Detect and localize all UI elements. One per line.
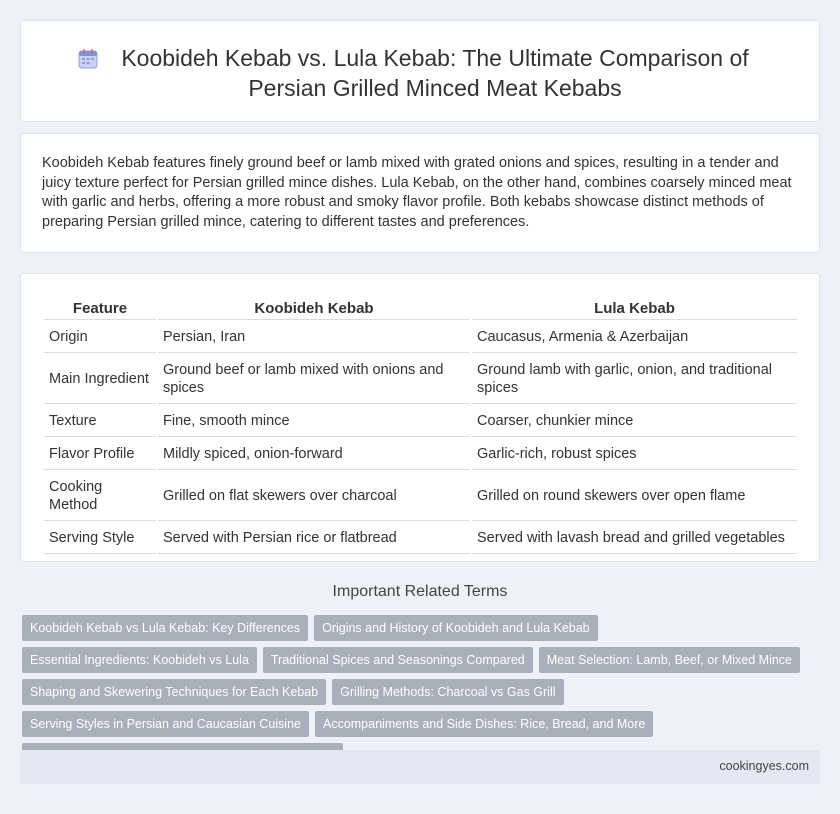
related-tag[interactable]: Meat Selection: Lamb, Beef, or Mixed Mince (539, 647, 800, 673)
intro-card (20, 133, 820, 253)
lula-cell: Grilled on round skewers over open flame (472, 472, 797, 521)
title-card (20, 20, 820, 122)
intro-paragraph: Koobideh Kebab features finely ground beef or lamb mixed with grated onions and spices, resulting in a tender and juicy texture perfect for Persian grilled mince dishes. Lula Kebab, on the other hand, combines coarsely minced meat with garlic and herbs, offering a more robust and smoky flavor profile. Both kebabs showcase distinct methods of preparing Persian grilled mince, catering to different tastes and preferences. (42, 155, 792, 230)
feature-cell: Origin (44, 322, 156, 353)
title-wrap (21, 43, 819, 103)
table-row (44, 523, 797, 554)
feature-cell: Cooking Method (44, 472, 156, 521)
related-tags (22, 615, 822, 769)
related-tag[interactable]: Origins and History of Koobideh and Lula Kebab (314, 615, 598, 641)
koobideh-cell: Grilled on flat skewers over charcoal (158, 472, 470, 521)
header-lula: Lula Kebab (472, 298, 797, 320)
header-koobideh: Koobideh Kebab (158, 298, 470, 320)
feature-cell: Flavor Profile (44, 439, 156, 470)
comparison-card (20, 273, 820, 562)
footer (20, 750, 820, 784)
related-tag[interactable]: Shaping and Skewering Techniques for Each Kebab (22, 679, 326, 705)
related-tag[interactable]: Koobideh Kebab vs Lula Kebab: Key Differences (22, 615, 308, 641)
related-terms-title: Important Related Terms (332, 583, 508, 600)
koobideh-cell: Served with Persian rice or flatbread (158, 523, 470, 554)
related-tag[interactable]: Essential Ingredients: Koobideh vs Lula (22, 647, 257, 673)
related-tag[interactable]: Accompaniments and Side Dishes: Rice, Bread, and More (315, 711, 653, 737)
related-tag[interactable]: Serving Styles in Persian and Caucasian Cuisine (22, 711, 309, 737)
related-tag[interactable]: Grilling Methods: Charcoal vs Gas Grill (332, 679, 563, 705)
lula-cell: Garlic-rich, robust spices (472, 439, 797, 470)
header-feature: Feature (44, 298, 156, 320)
table-header-row (44, 298, 797, 320)
feature-cell: Texture (44, 406, 156, 437)
table-row (44, 355, 797, 404)
lula-cell: Served with lavash bread and grilled vegetables (472, 523, 797, 554)
koobideh-cell: Mildly spiced, onion-forward (158, 439, 470, 470)
lula-cell: Coarser, chunkier mince (472, 406, 797, 437)
table-row (44, 439, 797, 470)
feature-cell: Main Ingredient (44, 355, 156, 404)
koobideh-cell: Fine, smooth mince (158, 406, 470, 437)
table-row (44, 406, 797, 437)
table-row (44, 322, 797, 353)
comparison-table (42, 296, 799, 556)
table-row (44, 472, 797, 521)
lula-cell: Caucasus, Armenia & Azerbaijan (472, 322, 797, 353)
page-title: Koobideh Kebab vs. Lula Kebab: The Ultimate Comparison of Persian Grilled Minced Meat Kebabs (121, 45, 749, 101)
feature-cell: Serving Style (44, 523, 156, 554)
calendar-icon (76, 47, 100, 71)
koobideh-cell: Ground beef or lamb mixed with onions and spices (158, 355, 470, 404)
related-tag[interactable]: Traditional Spices and Seasonings Compared (263, 647, 533, 673)
lula-cell: Ground lamb with garlic, onion, and traditional spices (472, 355, 797, 404)
koobideh-cell: Persian, Iran (158, 322, 470, 353)
footer-site-link[interactable]: cookingyes.com (719, 759, 809, 773)
